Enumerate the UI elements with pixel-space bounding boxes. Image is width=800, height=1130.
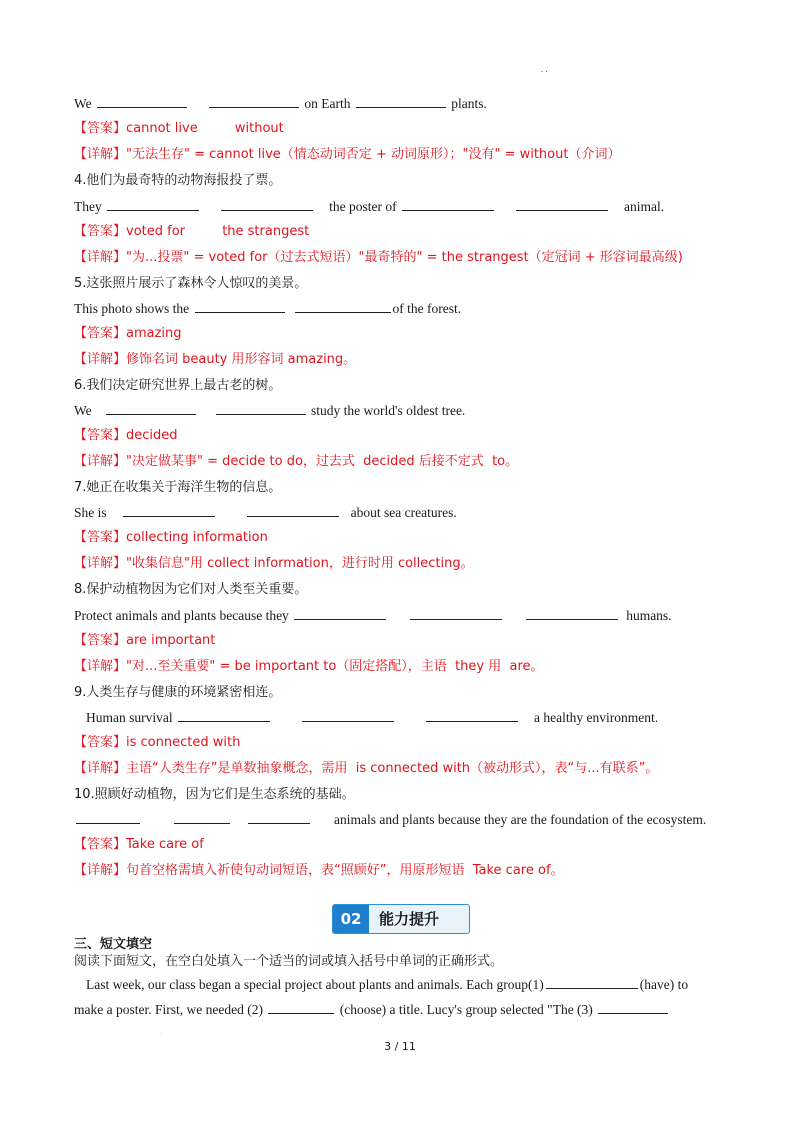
passage-line [74,972,728,997]
answer-blank[interactable] [248,811,310,824]
answer-line: 【答案】cannot live without [74,121,284,136]
question-text: on Earth [304,96,351,111]
answer-blank[interactable] [546,976,638,989]
question-line [74,95,487,113]
answer-line: 【答案】is connected with [74,735,241,750]
question-line [86,709,658,727]
answer-blank[interactable] [426,709,518,722]
answer-blank[interactable] [294,607,386,620]
question-text: the poster of [329,199,397,214]
chinese-prompt: 8.保护动植物因为它们对人类至关重要。 [74,582,308,597]
question-text: Protect animals and plants because they [74,608,289,623]
question-text: We [74,96,92,111]
answer-blank[interactable] [268,1001,334,1014]
question-text: She is [74,505,107,520]
question-line [74,402,465,420]
question-text: animal. [623,199,665,214]
answer-blank[interactable] [195,300,285,313]
chinese-prompt: 6.我们决定研究世界上最古老的树。 [74,378,282,393]
question-text: about sea creatures. [350,505,457,520]
detail-line: 【详解】"收集信息"用 collect information，进行时用 collecting。 [74,556,474,571]
answer-blank[interactable] [526,607,618,620]
answer-line: 【答案】are important [74,633,216,648]
question-text: plants. [451,96,487,111]
answer-line: 【答案】Take care of [74,837,204,852]
answer-blank[interactable] [76,811,140,824]
chinese-prompt: 7.她正在收集关于海洋生物的信息。 [74,480,282,495]
answer-blank[interactable] [178,709,270,722]
answer-blank[interactable] [106,402,196,415]
detail-line: 【详解】"无法生存" = cannot live（情态动词否定 + 动词原形）；"没有" = without（介词） [74,147,621,162]
answer-blank[interactable] [356,95,446,108]
passage-text: (choose) a title. Lucy's group selected "The (3) [339,1002,593,1017]
question-text: This photo shows the [74,301,190,316]
question-text: a healthy environment. [534,710,659,725]
page-marks: . . [541,64,548,74]
passage-text: Last week, our class began a special project about plants and animals. Each group(1) [86,977,544,992]
passage-text: make a poster. First, we needed (2) [74,1002,263,1017]
question-line [74,811,706,829]
question-text: We [74,403,92,418]
banner-title: 能力提升 [379,910,440,928]
passage [74,972,728,1022]
answer-blank[interactable] [295,300,391,313]
answer-blank[interactable] [598,1001,668,1014]
question-text: animals and plants because they are the foundation of the ecosystem. [334,812,707,827]
section-heading: 三、短文填空 [74,937,153,952]
chinese-prompt: 5.这张照片展示了森林令人惊叹的美景。 [74,276,308,291]
question-text: humans. [626,608,672,623]
chinese-prompt: 4.他们为最奇特的动物海报投了票。 [74,173,282,188]
section-instruction: 阅读下面短文，在空白处填入一个适当的词或填入括号中单词的正确形式。 [74,954,504,969]
answer-blank[interactable] [402,198,494,211]
answer-line: 【答案】decided [74,428,178,443]
detail-line: 【详解】"对...至关重要" = be important to（固定搭配），主语 they 用 are。 [74,659,544,674]
answer-line: 【答案】amazing [74,326,182,341]
section-banner [332,904,470,934]
question-line [74,300,461,318]
answer-blank[interactable] [216,402,306,415]
detail-line: 【详解】修饰名词 beauty 用形容词 amazing。 [74,352,357,367]
answer-blank[interactable] [410,607,502,620]
question-text: of the forest. [392,301,462,316]
answer-line: 【答案】collecting information [74,530,268,545]
answer-blank[interactable] [123,504,215,517]
tick-mark: . [160,1028,162,1036]
answer-blank[interactable] [221,198,313,211]
chinese-prompt: 10.照顾好动植物，因为它们是生态系统的基础。 [74,787,355,802]
question-line [74,198,664,216]
banner-number: 02 [333,905,369,933]
detail-line: 【详解】句首空格需填入祈使句动词短语，表“照顾好”，用原形短语 Take care of。 [74,863,564,878]
question-text: study the world's oldest tree. [311,403,466,418]
answer-blank[interactable] [107,198,199,211]
detail-line: 【详解】"决定做某事" = decide to do，过去式 decided 后接不定式 to。 [74,454,519,469]
page-number: 3 / 11 [384,1040,416,1053]
passage-text: (have) to [639,977,689,992]
question-text: They [74,199,102,214]
question-line [74,607,672,625]
answer-line: 【答案】voted for the strangest [74,224,310,239]
answer-blank[interactable] [97,95,187,108]
answer-blank[interactable] [516,198,608,211]
detail-line: 【详解】主语“人类生存”是单数抽象概念，需用 is connected with（被动形式），表“与...有联系”。 [74,761,659,776]
chinese-prompt: 9.人类生存与健康的环境紧密相连。 [74,685,282,700]
question-text: Human survival [86,710,173,725]
answer-blank[interactable] [302,709,394,722]
question-line [74,504,457,522]
passage-line [74,997,728,1022]
answer-blank[interactable] [209,95,299,108]
detail-line: 【详解】"为...投票" = voted for（过去式短语）"最奇特的" = the strangest（定冠词 + 形容词最高级) [74,250,683,265]
answer-blank[interactable] [247,504,339,517]
answer-blank[interactable] [174,811,230,824]
